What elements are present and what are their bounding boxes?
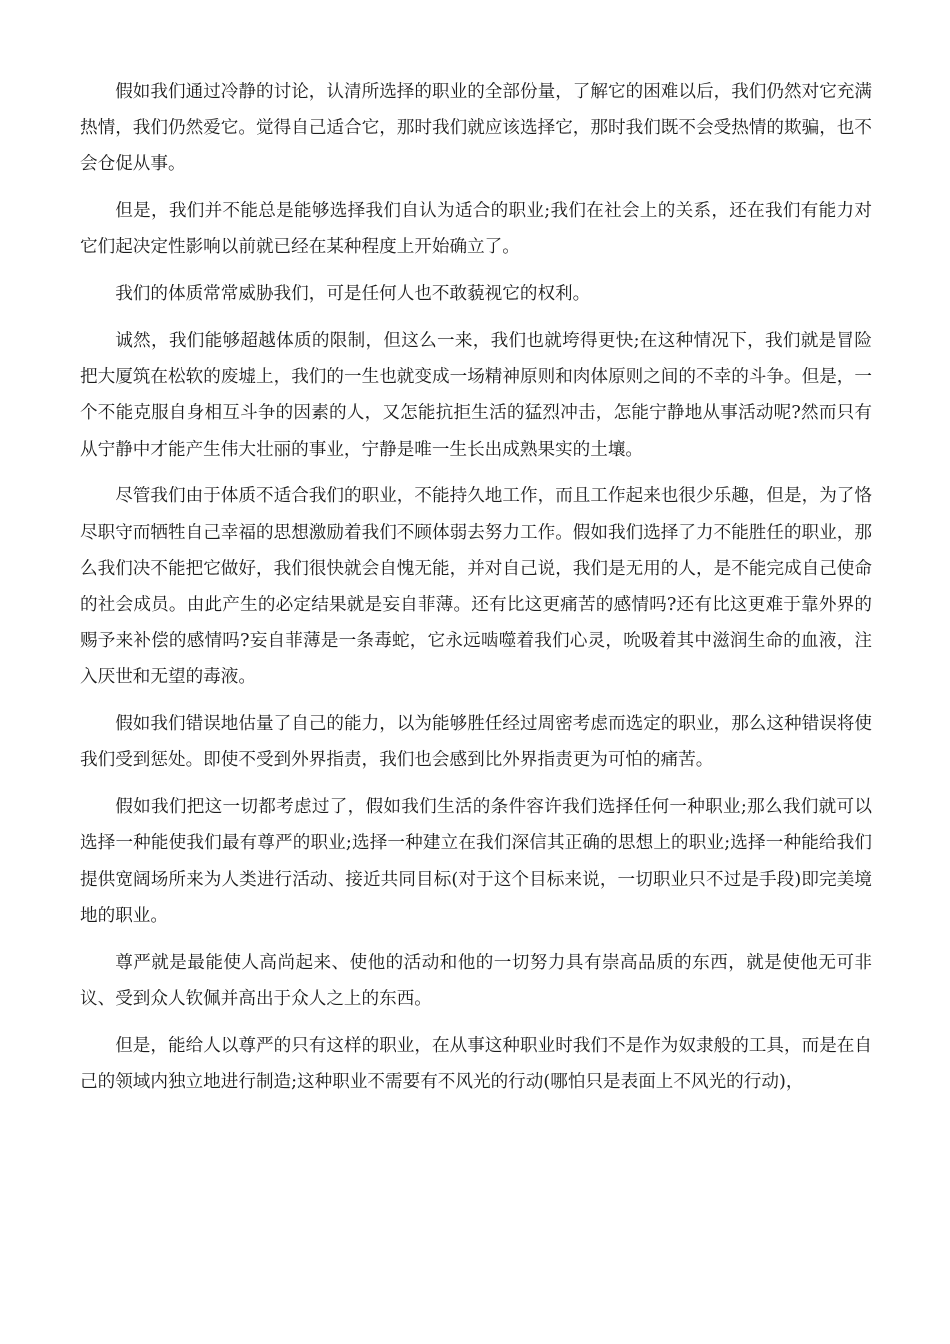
paragraph: 但是，我们并不能总是能够选择我们自认为适合的职业;我们在社会上的关系，还在我们有能力对它们起决定性影响以前就已经在某种程度上开始确立了。 [80, 201, 872, 258]
paragraph: 假如我们错误地估量了自己的能力，以为能够胜任经过周密考虑而选定的职业，那么这种错误将使我们受到惩处。即使不受到外界指责，我们也会感到比外界指责更为可怕的痛苦。 [80, 714, 872, 771]
document-body [80, 74, 872, 1111]
paragraph: 假如我们通过冷静的讨论，认清所选择的职业的全部份量，了解它的困难以后，我们仍然对它充满热情，我们仍然爱它。觉得自己适合它，那时我们就应该选择它，那时我们既不会受热情的欺骗，也不会仓促从事。 [80, 82, 872, 175]
paragraph: 我们的体质常常威胁我们，可是任何人也不敢藐视它的权利。 [115, 284, 591, 305]
paragraph: 假如我们把这一切都考虑过了，假如我们生活的条件容许我们选择任何一种职业;那么我们就可以选择一种能使我们最有尊严的职业;选择一种建立在我们深信其正确的思想上的职业;选择一种能给我们提供宽阔场所来为人类进行活动、接近共同目标(对于这个目标来说，一切职业只不过是手段)即完美境地的职业。 [80, 797, 872, 926]
paragraph: 但是，能给人以尊严的只有这样的职业，在从事这种职业时我们不是作为奴隶般的工具，而是在自己的领域内独立地进行制造;这种职业不需要有不风光的行动(哪怕只是表面上不风光的行动)， [80, 1035, 872, 1092]
paragraph: 尽管我们由于体质不适合我们的职业，不能持久地工作，而且工作起来也很少乐趣，但是，为了恪尽职守而牺牲自己幸福的思想激励着我们不顾体弱去努力工作。假如我们选择了力不能胜任的职业，那么我们决不能把它做好，我们很快就会自愧无能，并对自己说，我们是无用的人，是不能完成自己使命的社会成员。由此产生的必定结果就是妄自菲薄。还有比这更痛苦的感情吗?还有比这更难于靠外界的赐予来补偿的感情吗?妄自菲薄是一条毒蛇，它永远啮噬着我们心灵，吮吸着其中滋润生命的血液，注入厌世和无望的毒液。 [80, 486, 872, 688]
paragraph: 尊严就是最能使人高尚起来、使他的活动和他的一切努力具有崇高品质的东西，就是使他无可非议、受到众人钦佩并高出于众人之上的东西。 [80, 952, 872, 1009]
paragraph: 诚然，我们能够超越体质的限制，但这么一来，我们也就垮得更快;在这种情况下，我们就是冒险把大厦筑在松软的废墟上，我们的一生也就变成一场精神原则和肉体原则之间的不幸的斗争。但是，一个不能克服自身相互斗争的因素的人，又怎能抗拒生活的猛烈冲击，怎能宁静地从事活动呢?然而只有从宁静中才能产生伟大壮丽的事业，宁静是唯一生长出成熟果实的土壤。 [80, 331, 872, 460]
